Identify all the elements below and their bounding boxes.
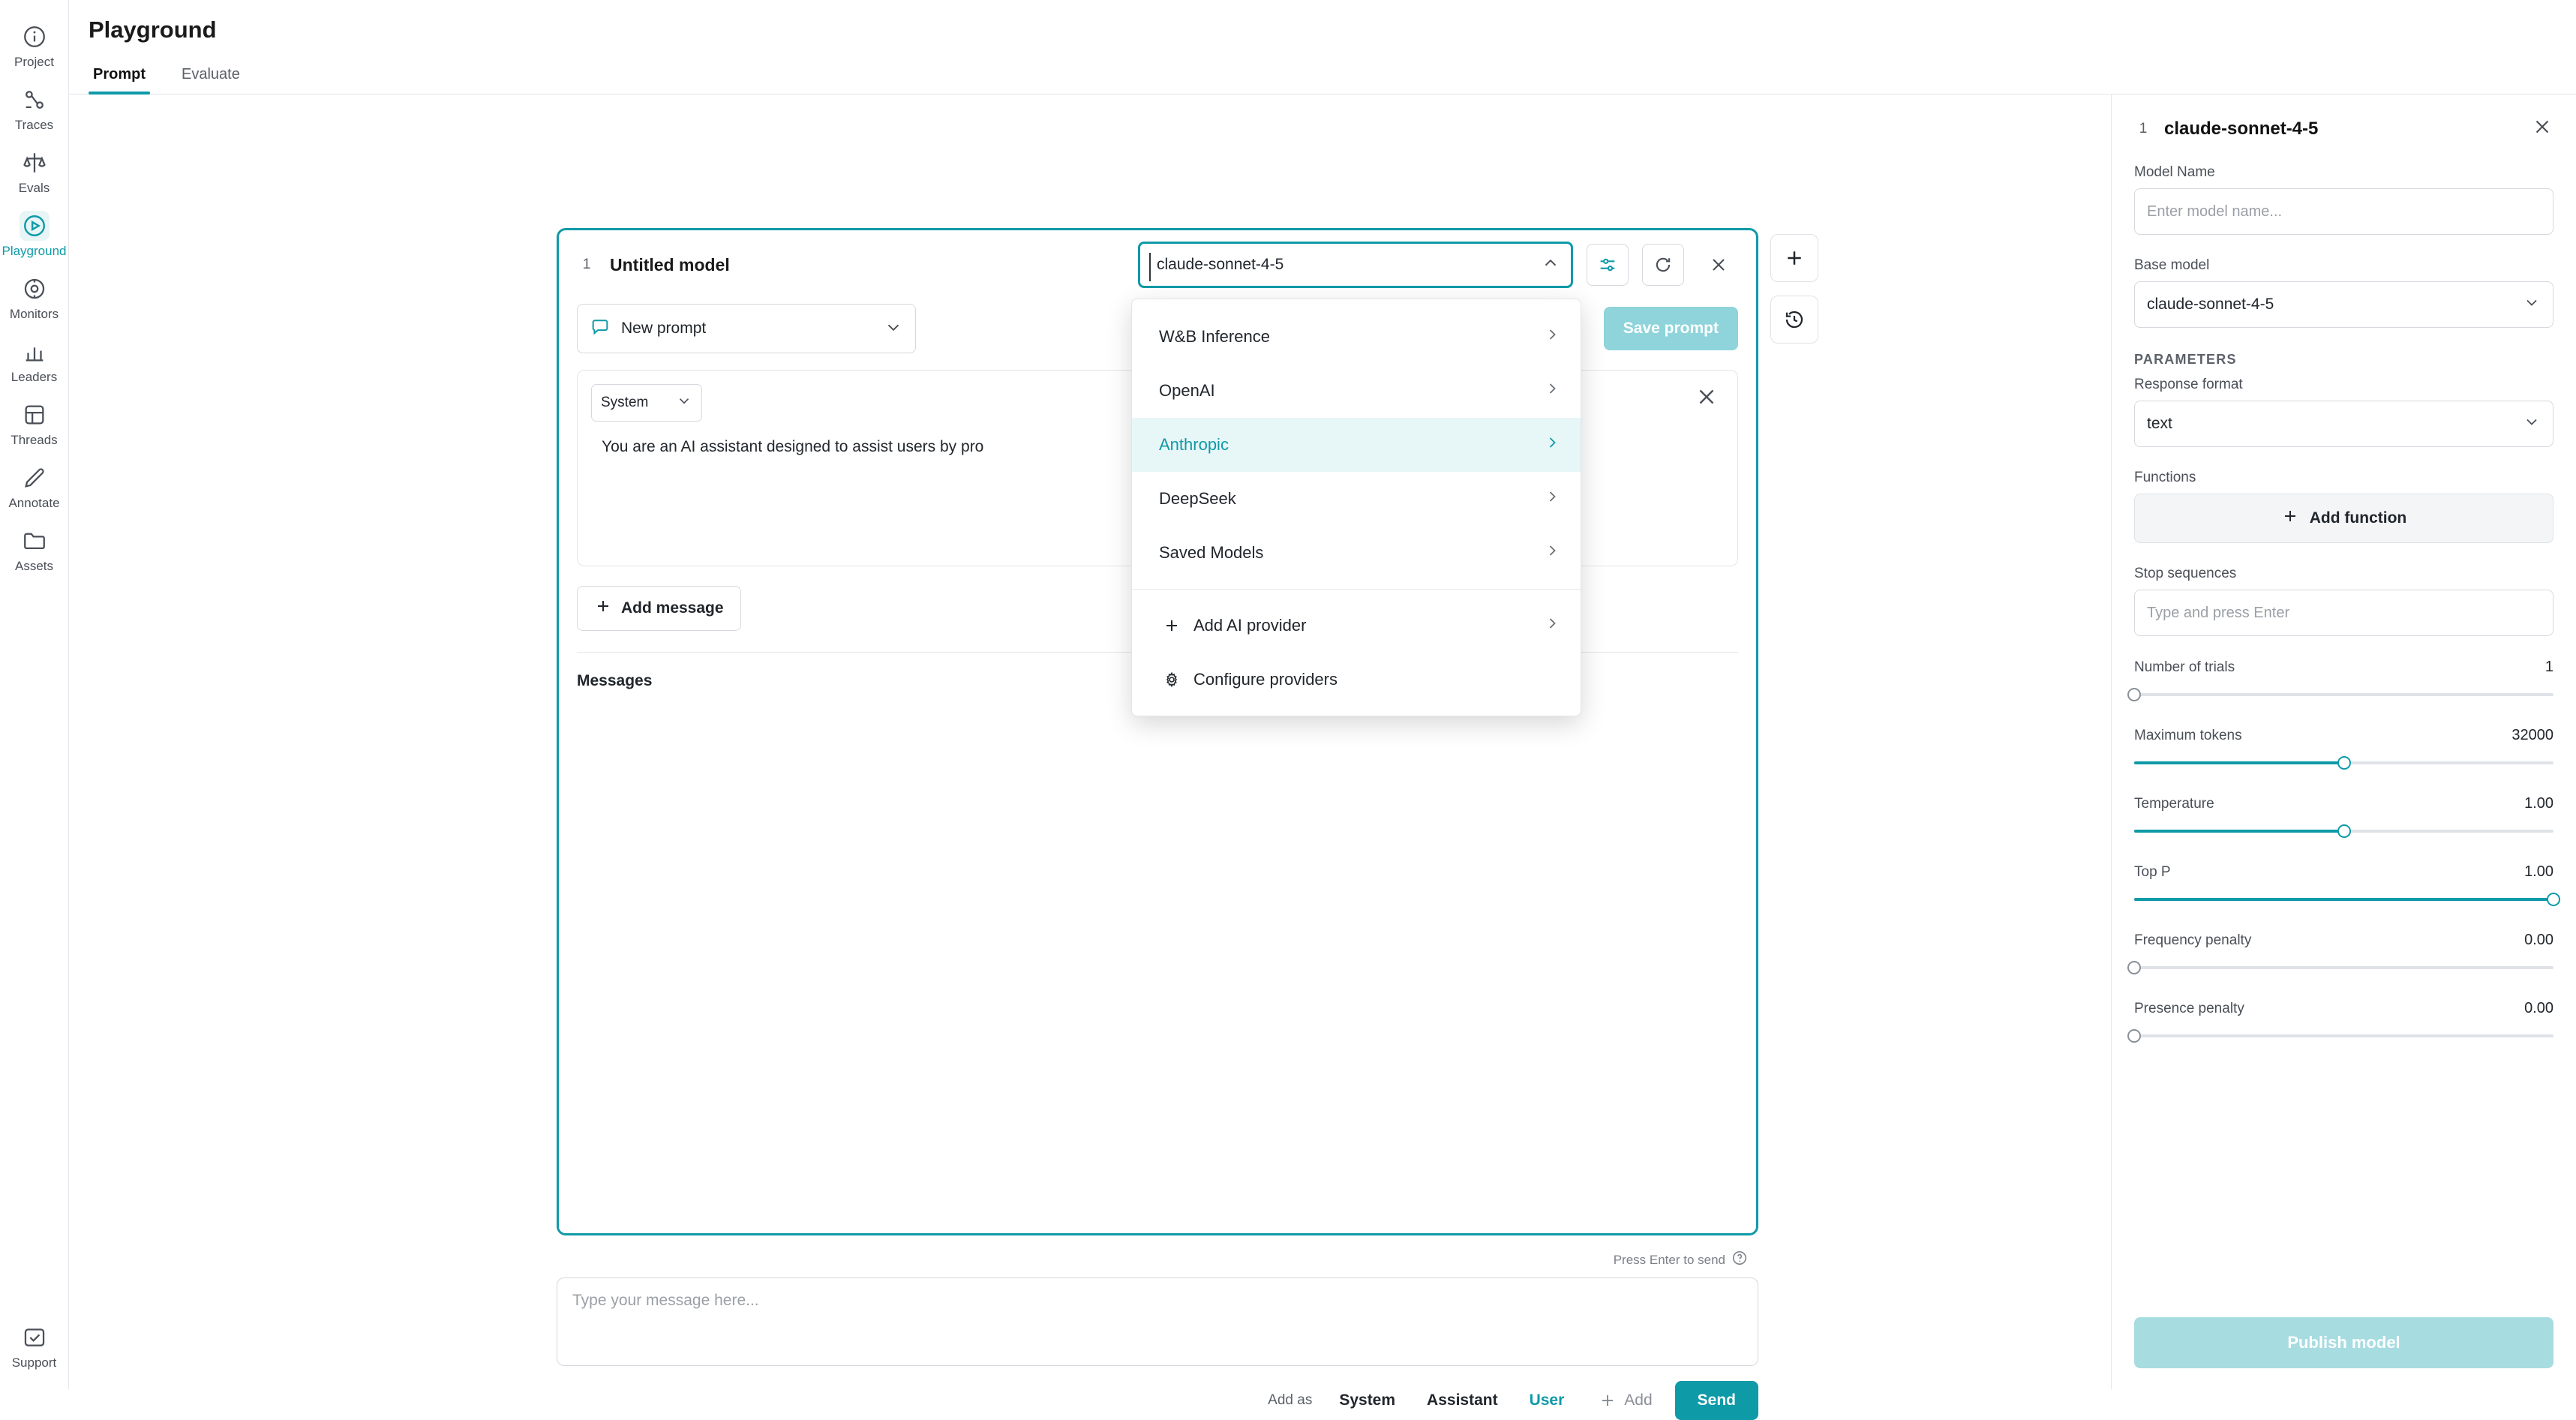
sidebar-item-support[interactable] — [0, 1314, 69, 1389]
slider-row-top-p — [2134, 863, 2553, 881]
menu-item-label: Add AI provider — [1193, 616, 1307, 635]
remove-message-button[interactable] — [1694, 384, 1719, 410]
sidebar-item-threads[interactable] — [0, 392, 69, 455]
close-icon — [1708, 254, 1729, 275]
slider-track — [2134, 966, 2553, 969]
menu-item-deepseek[interactable] — [1132, 472, 1581, 526]
menu-item-label: DeepSeek — [1159, 489, 1236, 508]
model-name-input[interactable]: Enter model name... — [2134, 188, 2553, 235]
role-toggle-user[interactable]: User — [1529, 1391, 1565, 1409]
system-message-text[interactable]: You are an AI assistant designed to assist users by pro — [602, 438, 984, 455]
playground-center — [69, 95, 2111, 1409]
support-icon — [22, 1325, 47, 1350]
menu-separator — [1132, 589, 1581, 590]
slider-knob[interactable] — [2127, 961, 2141, 974]
slider-value: 1.00 — [2524, 795, 2553, 812]
leaders-icon — [22, 339, 47, 365]
plus-icon — [1783, 247, 1806, 269]
threads-icon — [22, 402, 47, 428]
chevron-right-icon — [1543, 434, 1561, 456]
evals-icon — [22, 150, 47, 176]
slider-track — [2134, 1034, 2553, 1037]
menu-item-label: OpenAI — [1159, 381, 1215, 400]
composer-area — [557, 1250, 1758, 1420]
work-area — [69, 95, 2576, 1409]
slider-value: 1.00 — [2524, 863, 2553, 880]
slider-label: Frequency penalty — [2134, 932, 2252, 948]
panel-index: 1 — [2139, 120, 2148, 137]
slider-knob[interactable] — [2127, 1029, 2141, 1043]
sidebar-item-playground[interactable] — [0, 203, 69, 266]
sidebar-item-label: Annotate — [8, 496, 60, 510]
slider-maximum-tokens[interactable] — [2134, 753, 2553, 773]
history-button[interactable] — [1770, 296, 1818, 344]
sidebar-item-traces[interactable] — [0, 77, 69, 140]
add-function-label: Add function — [2309, 509, 2407, 527]
slider-fill — [2134, 830, 2344, 833]
chevron-up-icon — [1541, 254, 1560, 277]
slider-row-number-of-trials — [2134, 659, 2553, 676]
message-role-value: System — [601, 395, 649, 410]
gear-icon — [1159, 671, 1184, 689]
provider-dropdown-menu — [1131, 299, 1581, 716]
press-enter-hint — [557, 1250, 1758, 1270]
chevron-right-icon — [1543, 380, 1561, 402]
panel-title: claude-sonnet-4-5 — [2164, 118, 2319, 139]
menu-item-anthropic[interactable] — [1132, 418, 1581, 472]
slider-fill — [2134, 898, 2553, 901]
model-select-value: claude-sonnet-4-5 — [1157, 256, 1284, 273]
save-prompt-button[interactable]: Save prompt — [1604, 307, 1738, 350]
sidebar-item-label: Traces — [14, 118, 54, 132]
publish-model-button[interactable]: Publish model — [2134, 1317, 2553, 1368]
menu-item-label: Anthropic — [1159, 435, 1229, 454]
main-column — [69, 0, 2576, 1409]
add-message-label: Add message — [621, 599, 724, 617]
sidebar-item-label: Leaders — [11, 370, 58, 384]
model-name-label: Model Name — [2134, 164, 2215, 180]
slider-label: Temperature — [2134, 796, 2214, 812]
history-icon — [1783, 308, 1806, 331]
sliders-icon — [1597, 254, 1618, 275]
menu-item-wb-inference[interactable] — [1132, 310, 1581, 364]
add-message-button[interactable] — [577, 586, 741, 631]
slider-label: Number of trials — [2134, 659, 2235, 675]
chevron-right-icon — [1543, 614, 1561, 637]
sidebar-item-label: Project — [14, 55, 54, 69]
base-model-select[interactable] — [2134, 281, 2553, 328]
menu-item-label: Configure providers — [1193, 670, 1338, 689]
model-card-index: 1 — [582, 257, 591, 272]
monitors-icon — [22, 276, 47, 302]
plus-icon — [1159, 617, 1184, 635]
chevron-right-icon — [1543, 542, 1561, 564]
slider-top-p[interactable] — [2134, 890, 2553, 909]
message-input[interactable]: Type your message here... — [557, 1277, 1758, 1366]
chevron-right-icon — [1543, 326, 1561, 348]
menu-item-label: W&B Inference — [1159, 327, 1270, 346]
tab-bar — [69, 60, 2576, 95]
tab-prompt[interactable]: Prompt — [89, 60, 150, 94]
slider-value: 0.00 — [2524, 932, 2553, 948]
playground-icon — [20, 211, 50, 241]
functions-label: Functions — [2134, 470, 2196, 485]
response-format-select[interactable] — [2134, 401, 2553, 447]
response-format-label: Response format — [2134, 377, 2243, 392]
page-title: Playground — [89, 17, 217, 43]
slider-row-frequency-penalty — [2134, 932, 2553, 949]
close-icon — [1694, 384, 1719, 410]
slider-knob[interactable] — [2127, 688, 2141, 701]
slider-row-maximum-tokens — [2134, 727, 2553, 744]
slider-label: Maximum tokens — [2134, 728, 2242, 743]
model-reset-button[interactable] — [1642, 244, 1684, 286]
chevron-down-icon — [2523, 413, 2541, 435]
tab-evaluate[interactable]: Evaluate — [182, 66, 240, 83]
sidebar-item-assets[interactable] — [0, 518, 69, 581]
slider-temperature[interactable] — [2134, 821, 2553, 841]
menu-item-configure-providers[interactable] — [1132, 653, 1581, 707]
panel-header — [2112, 95, 2576, 142]
composer-toolbar — [557, 1381, 1758, 1420]
slider-row-presence-penalty — [2134, 1000, 2553, 1017]
add-as-label: Add as — [1268, 1392, 1313, 1408]
role-toggle-assistant[interactable]: Assistant — [1427, 1391, 1498, 1409]
left-nav-rail — [0, 0, 69, 1389]
model-select-input[interactable] — [1138, 242, 1573, 288]
sidebar-item-leaders[interactable] — [0, 329, 69, 392]
slider-presence-penalty[interactable] — [2134, 1026, 2553, 1046]
slider-label: Presence penalty — [2134, 1001, 2244, 1016]
response-format-value: text — [2147, 415, 2172, 432]
model-card-title: Untitled model — [610, 254, 730, 275]
slider-frequency-penalty[interactable] — [2134, 958, 2553, 977]
base-model-value: claude-sonnet-4-5 — [2147, 296, 2274, 313]
slider-knob[interactable] — [2547, 893, 2560, 906]
sidebar-item-label: Evals — [18, 181, 50, 195]
menu-item-add-ai-provider[interactable] — [1132, 599, 1581, 653]
send-button[interactable]: Send — [1675, 1381, 1758, 1420]
slider-track — [2134, 693, 2553, 696]
sidebar-item-annotate[interactable] — [0, 455, 69, 518]
reset-icon — [1653, 254, 1674, 275]
menu-item-openai[interactable] — [1132, 364, 1581, 418]
prompt-select[interactable] — [577, 304, 916, 353]
press-enter-label: Press Enter to send — [1613, 1252, 1725, 1267]
model-settings-button[interactable] — [1587, 244, 1629, 286]
add-function-button[interactable] — [2134, 494, 2553, 543]
close-icon — [2531, 116, 2553, 138]
slider-knob[interactable] — [2337, 756, 2351, 770]
model-card-header — [559, 230, 1756, 299]
prompt-select-value: New prompt — [621, 320, 707, 337]
model-settings-panel — [2111, 95, 2576, 1389]
menu-item-saved-models[interactable] — [1132, 526, 1581, 580]
stop-sequences-input[interactable]: Type and press Enter — [2134, 590, 2553, 636]
slider-value: 1 — [2544, 659, 2553, 675]
slider-value: 0.00 — [2524, 1000, 2553, 1016]
chevron-right-icon — [1543, 488, 1561, 510]
chat-bubble-icon — [590, 317, 611, 341]
slider-fill — [2134, 761, 2344, 764]
panel-body — [2112, 164, 2576, 1046]
parameters-section-title: PARAMETERS — [2134, 352, 2237, 367]
slider-row-temperature — [2134, 795, 2553, 812]
sidebar-item-label: Monitors — [9, 307, 59, 321]
text-caret — [1149, 253, 1151, 281]
panel-close-button[interactable] — [2531, 116, 2553, 142]
stop-sequences-label: Stop sequences — [2134, 566, 2237, 581]
slider-knob[interactable] — [2337, 824, 2351, 838]
info-circle-icon — [22, 24, 47, 50]
chevron-down-icon — [2523, 293, 2541, 316]
slider-number-of-trials[interactable] — [2134, 685, 2553, 704]
messages-label: Messages — [577, 672, 653, 689]
sidebar-item-label: Assets — [14, 559, 54, 573]
card-side-actions — [1770, 234, 1818, 344]
slider-value: 32000 — [2511, 727, 2553, 743]
plus-icon — [2281, 507, 2299, 530]
slider-label: Top P — [2134, 864, 2171, 880]
message-role-select[interactable] — [591, 384, 702, 422]
traces-icon — [22, 87, 47, 113]
sidebar-item-project[interactable] — [0, 14, 69, 77]
plus-icon — [594, 597, 612, 620]
add-model-button[interactable] — [1770, 234, 1818, 282]
menu-item-label: Saved Models — [1159, 543, 1264, 562]
sidebar-item-label: Support — [11, 1355, 57, 1370]
pencil-icon — [22, 465, 47, 491]
add-label: Add — [1624, 1391, 1653, 1409]
chevron-down-icon — [884, 317, 903, 341]
add-message-composer-button[interactable] — [1584, 1382, 1667, 1418]
help-circle-icon[interactable] — [1731, 1250, 1748, 1270]
sidebar-item-label: Threads — [11, 433, 58, 447]
base-model-label: Base model — [2134, 257, 2210, 273]
role-toggle-system[interactable]: System — [1339, 1391, 1396, 1409]
model-close-button[interactable] — [1698, 244, 1740, 286]
chevron-down-icon — [676, 392, 692, 413]
sidebar-item-evals[interactable] — [0, 140, 69, 203]
plus-icon — [1599, 1391, 1617, 1409]
sidebar-item-monitors[interactable] — [0, 266, 69, 329]
folder-icon — [22, 528, 47, 554]
sidebar-item-label: Playground — [2, 244, 67, 258]
